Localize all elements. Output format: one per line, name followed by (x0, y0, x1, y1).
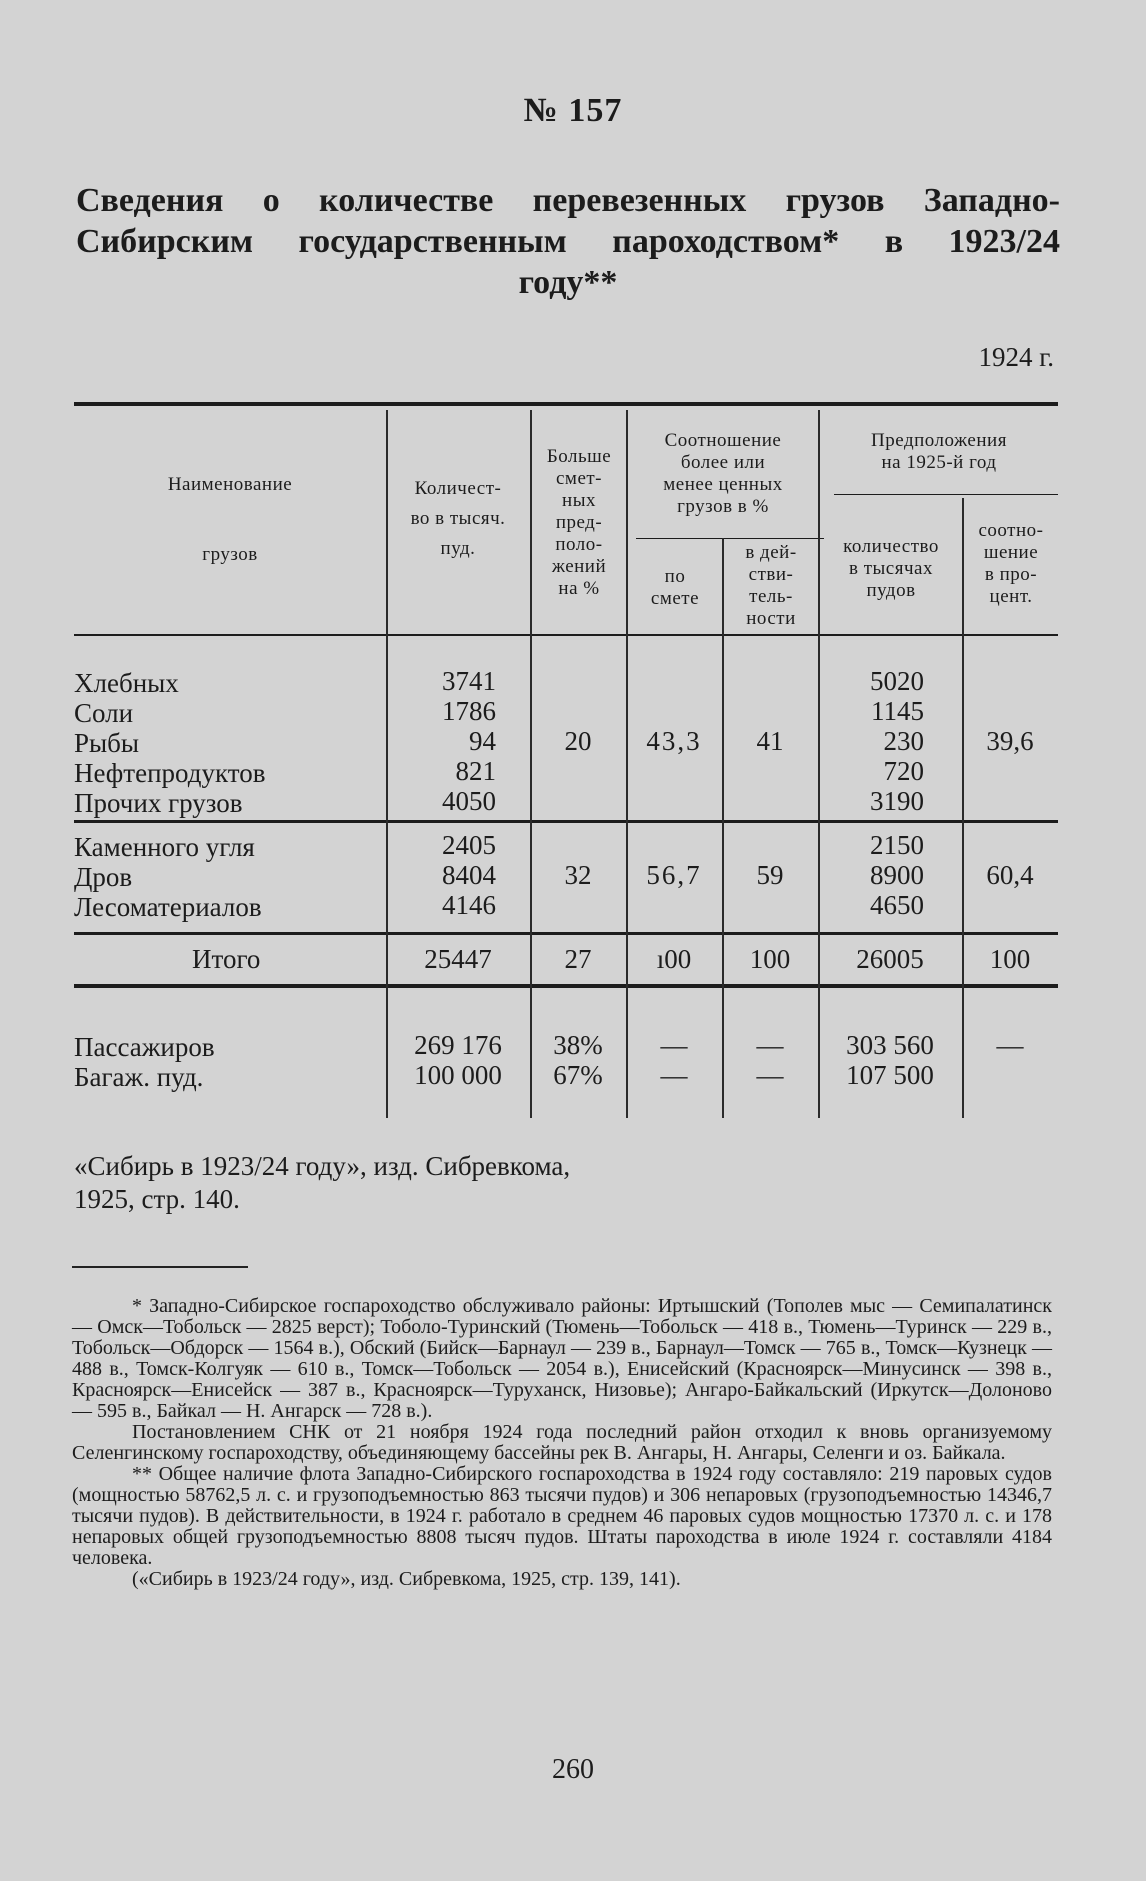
row-quantity: 4146 (442, 890, 496, 920)
row-quantity: 821 (455, 756, 496, 786)
header-text: стви- (748, 564, 794, 585)
group-more-value: 20 (564, 726, 592, 756)
footnote: ** Общее наличие флота Западно-Сибирского госпароходства в 1924 году составляло: 219 паровых судов (мощностью 58762,5 л. с. и грузоподъемностью 863 тысячи пудов) и 306 непаровых (грузоподъемностью 14346,7 тысячи пудов). В действительности, в 1924 г. работало в среднем 46 паровых судов мощностью 17370 л. с. и 178 непаровых общей грузоподъемностью 8808 тысяч пудов. Штаты пароходства в июле 1924 г. составляли 4184 человека. (72, 1463, 1052, 1569)
group-ratio-plan: 43,3 (646, 726, 702, 756)
page-number: 260 (552, 1754, 594, 1785)
group-more-value: 32 (564, 860, 592, 890)
footnotes (72, 1296, 1052, 1590)
row-name: Дров (74, 862, 133, 892)
header-text: жений (551, 556, 607, 577)
row-more: 67% (553, 1060, 603, 1090)
header-text: грузов (202, 544, 258, 565)
header-sub-rule (834, 494, 1058, 495)
header-text: количество (843, 536, 939, 557)
header-text: пуд. (440, 538, 476, 559)
header-text: более или (680, 452, 766, 473)
row-name: Нефтепродуктов (74, 758, 266, 788)
row-forecast-qty: 230 (883, 726, 924, 756)
header-text: ных (562, 490, 596, 511)
row-forecast-qty: 5020 (870, 666, 924, 696)
footnote: Постановлением СНК от 21 ноября 1924 года последний район отходил к вновь организуемому Селенгинскому госпароходству, объединяющему бассейны рек В. Ангары, Н. Ангары, Селенги и оз. Байкала. (72, 1421, 1052, 1464)
header-forecast-group (820, 430, 1058, 474)
group-forecast-ratio: 60,4 (986, 860, 1034, 890)
header-text: соотно- (978, 520, 1044, 541)
group-ratio-actual: 59 (756, 860, 784, 890)
total-forecast-qty: 26005 (856, 944, 924, 974)
header-ratio-actual (724, 542, 818, 630)
header-text: Больше (546, 446, 612, 467)
total-ratio-actual: 100 (749, 944, 791, 974)
row-quantity: 3741 (442, 666, 496, 696)
total-bottom-rule (74, 984, 1058, 988)
header-text: Наименование (167, 474, 293, 495)
header-text: цент. (989, 586, 1033, 607)
row-name: Соли (74, 698, 134, 728)
row-name: Прочих грузов (74, 788, 243, 818)
header-text: грузов в % (677, 496, 769, 517)
header-text: пред- (555, 512, 603, 533)
header-text: по (664, 566, 686, 587)
row-quantity: 4050 (442, 786, 496, 816)
row-ratio-actual: — (756, 1030, 784, 1060)
row-name: Каменного угля (74, 832, 255, 862)
header-text: в про- (984, 564, 1038, 585)
row-forecast-ratio: — (996, 1030, 1024, 1060)
document-title (76, 180, 1060, 303)
header-text: Предположения (871, 430, 1007, 451)
group-ratio-plan: 56,7 (646, 860, 702, 890)
row-quantity: 8404 (442, 860, 496, 890)
total-ratio-plan: ı00 (656, 944, 692, 974)
row-name: Лесоматериалов (74, 892, 262, 922)
header-ratio-group (628, 430, 818, 518)
row-ratio-plan: — (660, 1030, 688, 1060)
table-top-rule (74, 402, 1058, 406)
title-line: году** (518, 264, 618, 301)
footnote: («Сибирь в 1923/24 году», изд. Сибревкома, 1925, стр. 139, 141). (132, 1568, 681, 1590)
total-more: 27 (564, 944, 592, 974)
row-quantity: 100 000 (414, 1060, 502, 1090)
row-quantity: 1786 (442, 696, 496, 726)
row-forecast-qty: 303 560 (846, 1030, 934, 1060)
title-line: Сибирским государственным пароходством* в 1923/24 (76, 223, 1060, 260)
row-forecast-qty: 720 (883, 756, 924, 786)
row-name: Рыбы (74, 728, 140, 758)
row-name: Хлебных (74, 668, 179, 698)
source-citation: «Сибирь в 1923/24 году», изд. Сибревкома, 1925, стр. 140. (74, 1151, 571, 1214)
header-text: смете (650, 588, 700, 609)
footnote-rule (72, 1266, 248, 1268)
group-forecast-ratio: 39,6 (986, 726, 1034, 756)
group-separator-rule (74, 820, 1058, 823)
header-bottom-rule (74, 634, 1058, 636)
row-forecast-qty: 1145 (871, 696, 924, 726)
header-sub-rule (636, 538, 824, 539)
header-text: ности (746, 608, 796, 629)
total-quantity: 25447 (424, 944, 492, 974)
header-forecast-qty (820, 536, 962, 602)
header-more-than-plan (532, 446, 626, 600)
header-text: в дей- (745, 542, 797, 563)
row-quantity: 269 176 (414, 1030, 502, 1060)
header-text: во в тысяч. (410, 508, 506, 529)
row-forecast-qty: 107 500 (846, 1060, 934, 1090)
row-forecast-qty: 8900 (870, 860, 924, 890)
header-text: шение (983, 542, 1039, 563)
row-name: Пассажиров (74, 1032, 215, 1062)
header-text: поло- (555, 534, 603, 555)
header-quantity (386, 474, 530, 564)
row-ratio-actual: — (756, 1060, 784, 1090)
header-forecast-ratio (964, 520, 1058, 608)
row-more: 38% (553, 1030, 603, 1060)
header-text: Соотношение (664, 430, 782, 451)
document-number: № 157 (523, 92, 623, 129)
header-text: тель- (749, 586, 793, 607)
row-ratio-plan: — (660, 1060, 688, 1090)
subtotal-rule (74, 932, 1058, 935)
header-text: смет- (555, 468, 603, 489)
document-date: 1924 г. (978, 342, 1054, 372)
row-forecast-qty: 4650 (870, 890, 924, 920)
header-text: менее ценных (663, 474, 783, 495)
row-name: Багаж. пуд. (74, 1062, 204, 1092)
row-quantity: 2405 (442, 830, 496, 860)
group-ratio-actual: 41 (756, 726, 784, 756)
cargo-table (74, 402, 1056, 1124)
total-label: Итого (192, 944, 261, 974)
title-line: Сведения о количестве перевезенных грузов Западно- (76, 182, 1060, 219)
header-text: на 1925-й год (881, 452, 997, 473)
total-forecast-ratio: 100 (989, 944, 1031, 974)
header-text: на % (558, 578, 600, 599)
row-quantity: 94 (469, 726, 496, 756)
footnote: * Западно-Сибирское госпароходство обслуживало районы: Иртышский (Тополев мыс — Семипалатинск — Омск—Тобольск — 2825 верст); Тоболо-Туринский (Тюмень—Тобольск — 418 в., Тюмень—Туринск — 229 в., Тобольск—Обдорск — 1564 в.), Обский (Бийск—Барнаул — 239 в., Барнаул—Томск — 765 в., Томск—Кузнецк — 488 в., Томск-Колгуяк — 610 в., Томск—Тобольск — 2054 в.), Енисейский (Красноярск—Минусинск — 398 в., Красноярск—Енисейск — 387 в., Красноярск—Туруханск, Низовье); Ангаро-Байкальский (Иркутск—Долоново — 595 в., Байкал — Н. Ангарск — 728 в.). (72, 1295, 1052, 1422)
header-name (74, 474, 386, 566)
row-forecast-qty: 3190 (870, 786, 924, 816)
header-text: Количест- (414, 478, 502, 499)
header-ratio-plan (628, 566, 722, 610)
header-text: в тысячах (849, 558, 933, 579)
row-forecast-qty: 2150 (870, 830, 924, 860)
header-text: пудов (866, 580, 916, 601)
